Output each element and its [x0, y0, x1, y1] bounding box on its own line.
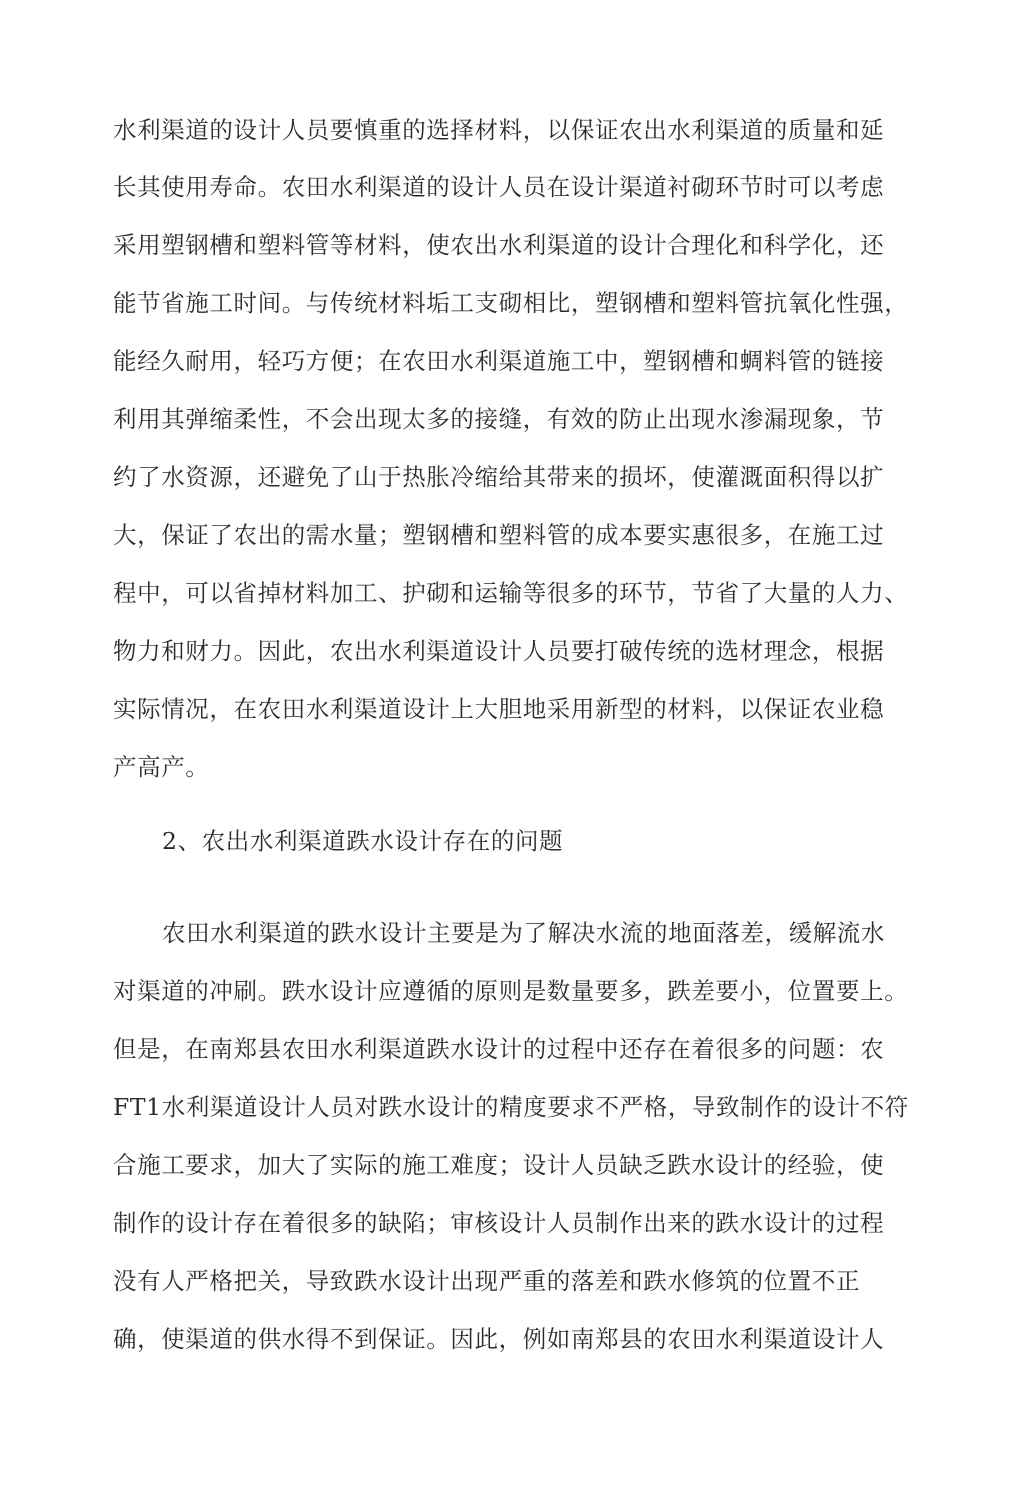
paragraph-line: 产高产。	[113, 753, 210, 781]
paragraph-line: 制作的设计存在着很多的缺陷；审核设计人员制作出来的跌水设计的过程	[113, 1209, 885, 1237]
paragraph-line: 能经久耐用，轻巧方便；在农田水利渠道施工中，塑钢槽和蜩料管的链接	[113, 347, 885, 375]
paragraph-line: 但是，在南郑县农田水利渠道跌水设计的过程中还存在着很多的问题：农	[113, 1035, 885, 1063]
paragraph-line: 物力和财力。因此，农出水利渠道设计人员要打破传统的选材理念，根据	[113, 637, 885, 665]
paragraph-line: 约了水资源，还避免了山于热胀冷缩给其带来的损坏，使灌溉面积得以扩	[113, 463, 885, 491]
paragraph-line: 实际情况，在农田水利渠道设计上大胆地采用新型的材料，以保证农业稳	[113, 695, 885, 723]
paragraph-line: 长其使用寿命。农田水利渠道的设计人员在设计渠道衬砌环节时可以考虑	[113, 173, 885, 201]
paragraph-line: 大，保证了农出的需水量；塑钢槽和塑料管的成本要实惠很多，在施工过	[113, 521, 885, 549]
paragraph-line: 采用塑钢槽和塑料管等材料，使农出水利渠道的设计合理化和科学化，还	[113, 231, 885, 259]
paragraph-line: 没有人严格把关，导致跌水设计出现严重的落差和跌水修筑的位置不正	[113, 1267, 861, 1295]
paragraph-line: 能节省施工时间。与传统材料垢工支砌相比，塑钢槽和塑料管抗氧化性强，	[113, 289, 909, 317]
paragraph-line: 利用其弹缩柔性，不会出现太多的接缝，有效的防止出现水渗漏现象，节	[113, 405, 885, 433]
paragraph-line: 对渠道的冲刷。跌水设计应遵循的原则是数量要多，跌差要小，位置要上。	[113, 977, 909, 1005]
paragraph-line: 水利渠道的设计人员要慎重的选择材料，以保证农出水利渠道的质量和延	[113, 116, 885, 144]
section-heading: 2、农出水利渠道跌水设计存在的问题	[162, 827, 564, 855]
paragraph-line: 确，使渠道的供水得不到保证。因此，例如南郑县的农田水利渠道设计人	[113, 1325, 885, 1353]
paragraph-line: FT1水利渠道设计人员对跌水设计的精度要求不严格，导致制作的设计不符	[113, 1093, 909, 1121]
paragraph-line: 程中，可以省掉材料加工、护砌和运输等很多的环节，节省了大量的人力、	[113, 579, 909, 607]
paragraph-line: 合施工要求，加大了实际的施工难度；设计人员缺乏跌水设计的经验，使	[113, 1151, 885, 1179]
paragraph-line: 农田水利渠道的跌水设计主要是为了解决水流的地面落差，缓解流水	[162, 919, 885, 947]
